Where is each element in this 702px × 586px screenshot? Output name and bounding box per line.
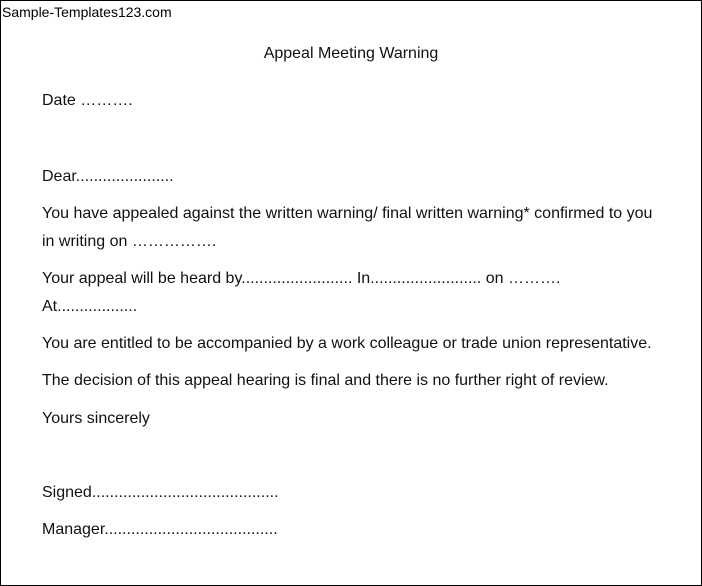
manager-line: Manager.......................................	[42, 521, 278, 538]
paragraph-1-line-1: You have appealed against the written warning/ final written warning* confirmed to you	[42, 205, 653, 222]
date-line: Date ……….	[42, 92, 133, 109]
paragraph-2-line-2: At..................	[42, 298, 138, 315]
site-watermark: Sample-Templates123.com	[2, 4, 172, 20]
paragraph-3: You are entitled to be accompanied by a work colleague or trade union representative.	[42, 335, 652, 352]
paragraph-1-line-2: in writing on …………….	[42, 233, 217, 250]
paragraph-4: The decision of this appeal hearing is final and there is no further right of review.	[42, 372, 609, 389]
signed-line: Signed..........................................	[42, 484, 279, 501]
closing-line: Yours sincerely	[42, 410, 150, 427]
letter-title: Appeal Meeting Warning	[263, 45, 439, 62]
paragraph-2-line-1: Your appeal will be heard by......................... In......................... on ……….	[42, 270, 561, 287]
salutation-line: Dear......................	[42, 168, 174, 185]
